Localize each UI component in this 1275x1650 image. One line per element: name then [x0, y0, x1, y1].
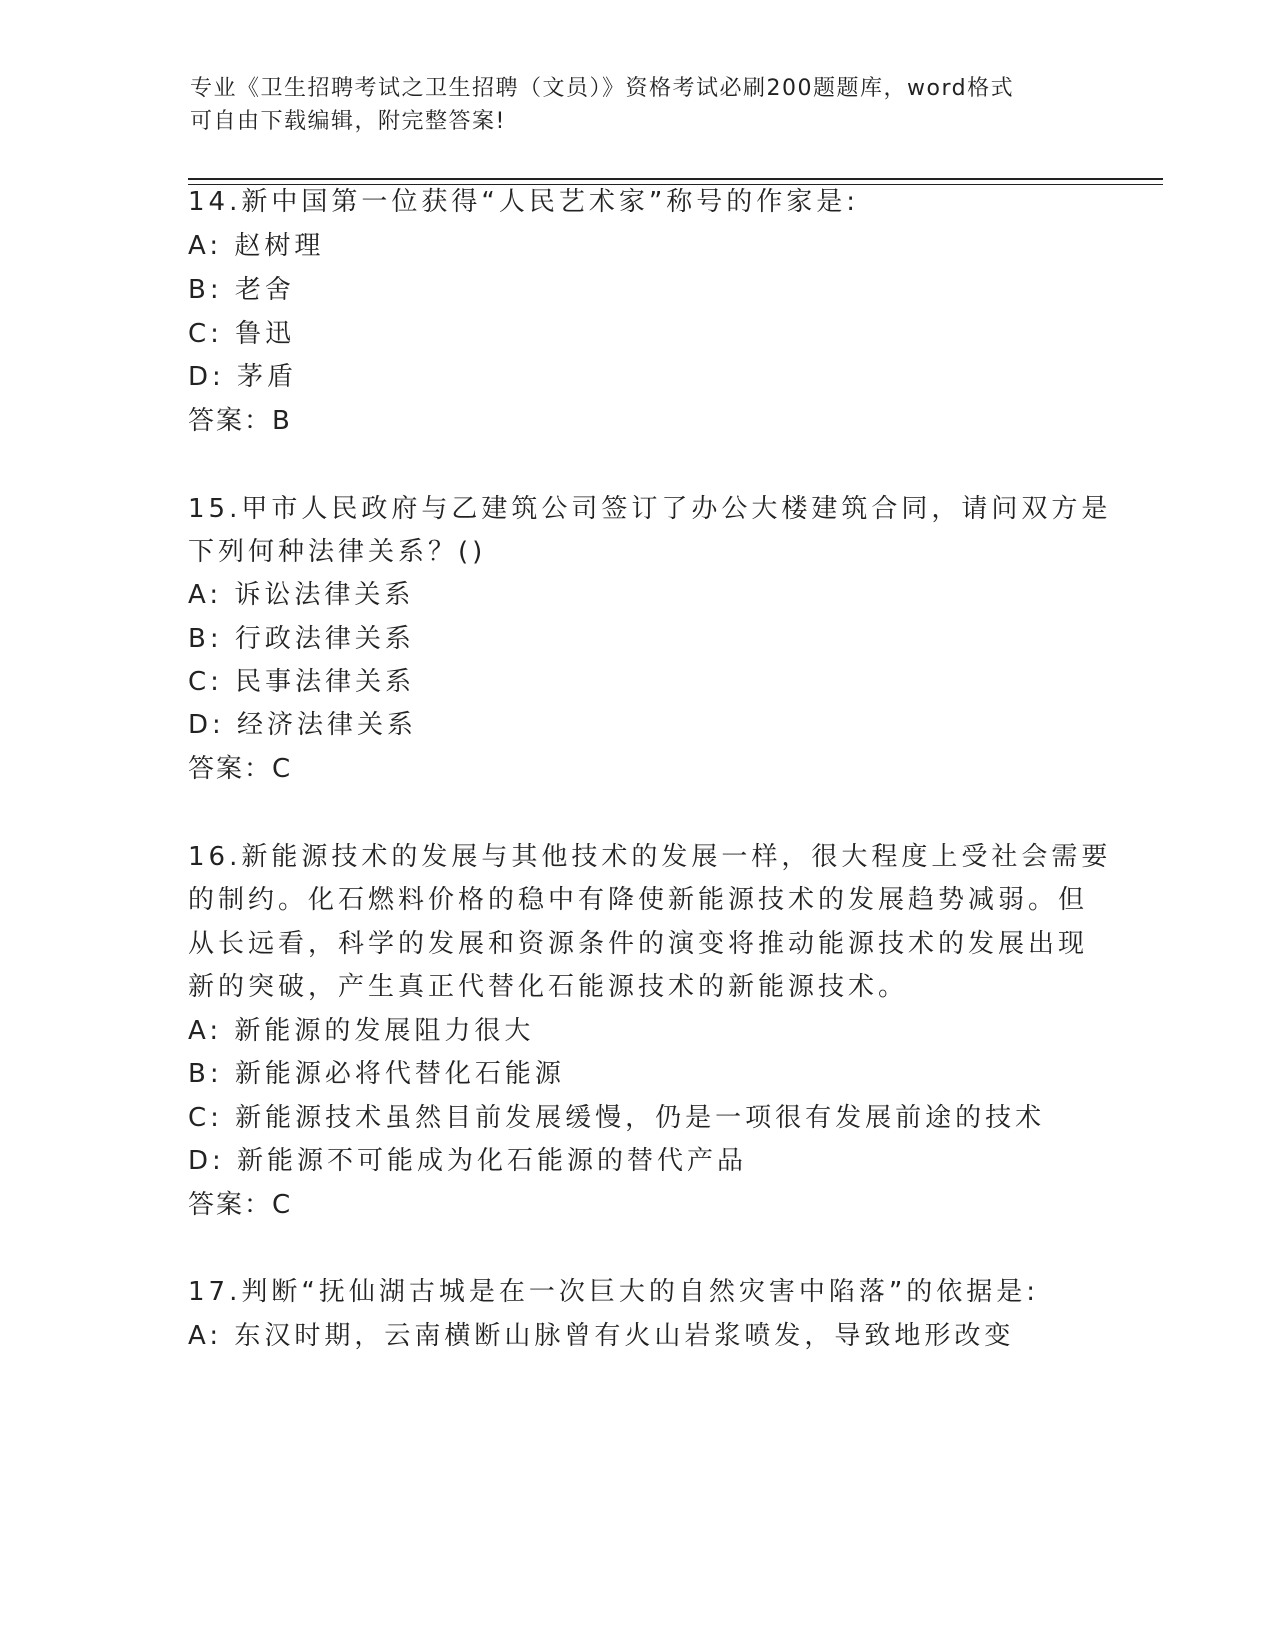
question-14-option-d: D: 茅盾: [188, 362, 298, 392]
header-divider-thick: [188, 178, 1163, 180]
question-16-text-line-1: 16.新能源技术的发展与其他技术的发展一样，很大程度上受社会需要: [188, 842, 1112, 872]
question-14-answer: 答案：B: [188, 406, 292, 436]
question-16-text-line-2: 的制约。化石燃料价格的稳中有降使新能源技术的发展趋势减弱。但: [188, 885, 1089, 915]
question-14-option-b: B: 老舍: [188, 275, 295, 305]
question-16-text-line-4: 新的突破，产生真正代替化石能源技术的新能源技术。: [188, 972, 909, 1002]
question-16-option-b: B: 新能源必将代替化石能源: [188, 1059, 565, 1089]
question-16-option-d: D: 新能源不可能成为化石能源的替代产品: [188, 1146, 748, 1176]
question-17-text: 17.判断“抚仙湖古城是在一次巨大的自然灾害中陷落”的依据是:: [188, 1277, 1040, 1307]
question-15-answer: 答案：C: [188, 754, 293, 784]
question-15-option-b: B: 行政法律关系: [188, 624, 415, 654]
question-14-option-a: A: 赵树理: [188, 231, 325, 261]
question-16-answer: 答案：C: [188, 1190, 293, 1220]
header-line-2: 可自由下载编辑，附完整答案!: [190, 109, 506, 134]
question-15-option-d: D: 经济法律关系: [188, 710, 418, 740]
question-15-text-line-1: 15.甲市人民政府与乙建筑公司签订了办公大楼建筑合同，请问双方是: [188, 494, 1112, 524]
question-15-text-line-2: 下列何种法律关系？(): [188, 537, 487, 567]
header-line-1: 专业《卫生招聘考试之卫生招聘（文员）》资格考试必刷200题题库，word格式: [190, 76, 1015, 101]
question-14-option-c: C: 鲁迅: [188, 319, 296, 349]
question-15-option-c: C: 民事法律关系: [188, 667, 416, 697]
question-14-text: 14.新中国第一位获得“人民艺术家”称号的作家是:: [188, 187, 860, 217]
question-16-option-a: A: 新能源的发展阻力很大: [188, 1016, 535, 1046]
question-16-option-c: C: 新能源技术虽然目前发展缓慢，仍是一项很有发展前途的技术: [188, 1103, 1046, 1133]
document-header: [190, 72, 1090, 138]
question-16-text-line-3: 从长远看，科学的发展和资源条件的演变将推动能源技术的发展出现: [188, 929, 1089, 959]
question-15-option-a: A: 诉讼法律关系: [188, 580, 415, 610]
question-17-option-a: A: 东汉时期，云南横断山脉曾有火山岩浆喷发，导致地形改变: [188, 1321, 1015, 1351]
